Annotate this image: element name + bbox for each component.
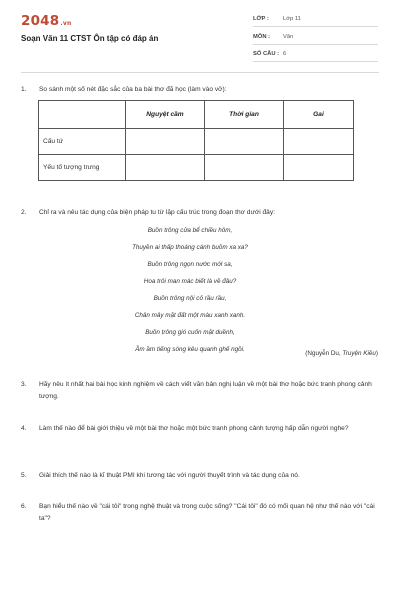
source-prefix: (Nguyễn Du, — [305, 350, 343, 357]
poem-line: Chân mây mặt đất một màu xanh xanh. — [134, 312, 246, 319]
poem-source — [305, 350, 378, 357]
page-header — [0, 0, 400, 66]
question-number: 4. — [21, 425, 27, 432]
poem-line: Buồn trông cửa bể chiều hôm, — [147, 227, 233, 234]
question-text: Giải thích thế nào là kĩ thuật PMI khi tương tác với người thuyết trình và tác dụng của nó. — [39, 472, 300, 479]
meta-row-subject — [253, 30, 378, 45]
table-header-cell — [39, 101, 126, 129]
meta-row-count — [253, 47, 378, 62]
table-header-cell: Nguyệt cầm — [126, 101, 205, 129]
table-row — [39, 129, 354, 155]
table-cell[interactable] — [205, 155, 284, 181]
meta-key: SỐ CÂU : — [253, 51, 280, 57]
question-text: Bạn hiểu thế nào về "cái tôi" trong nghệ thuật và trong cuộc sống? "Cái tôi" đó có mối quan hệ như thế nào với "cái ta"? — [39, 503, 375, 522]
table-cell[interactable] — [205, 129, 284, 155]
question-number: 2. — [21, 209, 27, 216]
poem-line: Thuyền ai thấp thoáng cánh buồm xa xa? — [132, 244, 248, 251]
logo-sub: .vn — [60, 20, 72, 27]
table-cell[interactable] — [284, 155, 354, 181]
meta-key: LỚP : — [253, 16, 269, 22]
meta-row-class — [253, 12, 378, 27]
table-cell[interactable] — [284, 129, 354, 155]
poem-line: Buồn trông nội cỏ rầu rầu, — [153, 295, 227, 302]
question-text: Hãy nêu ít nhất hai bài học kinh nghiệm về cách viết văn bản nghị luận về một bài thơ hoặc bức tranh phong cảnh tượng. — [39, 381, 372, 400]
poem-line: Ầm ầm tiếng sóng kêu quanh ghế ngồi. — [135, 346, 245, 353]
source-work: Truyện Kiều — [342, 350, 376, 357]
table-row — [39, 155, 354, 181]
question-text: So sánh một số nét đặc sắc của ba bài thơ đã học (làm vào vở): — [39, 86, 227, 93]
poem-line: Hoa trôi man mác biết là về đâu? — [143, 278, 237, 285]
table-cell: Yếu tố tượng trưng — [39, 155, 126, 181]
table-cell: Cấu tứ — [39, 129, 126, 155]
meta-value: Văn — [283, 34, 294, 40]
meta-value: 6 — [283, 51, 287, 57]
table-header-row — [39, 101, 354, 129]
meta-value: Lớp 11 — [283, 16, 301, 22]
table-cell[interactable] — [126, 129, 205, 155]
logo-main: 2048 — [21, 13, 60, 29]
question-number: 3. — [21, 381, 27, 388]
question-text: Chỉ ra và nêu tác dụng của biện pháp tu từ lặp cấu trúc trong đoạn thơ dưới đây: — [39, 209, 275, 216]
poem-line: Buồn trông ngọn nước mới sa, — [147, 261, 233, 268]
question-number: 5. — [21, 472, 27, 479]
poem-line: Buồn trông gió cuốn mặt duềnh, — [145, 329, 235, 336]
source-suffix: ) — [375, 350, 378, 357]
table-cell[interactable] — [126, 155, 205, 181]
poem-excerpt — [100, 222, 280, 358]
site-logo[interactable] — [21, 13, 71, 29]
document-title: Soạn Văn 11 CTST Ôn tập có đáp án — [21, 34, 159, 43]
table-header-cell: Gai — [284, 101, 354, 129]
question-text: Làm thế nào để bài giới thiệu về một bài thơ hoặc một bức tranh phong cảnh tượng hấp dẫn người nghe? — [39, 425, 349, 432]
comparison-table — [38, 100, 354, 181]
header-divider — [21, 72, 379, 73]
meta-key: MÔN : — [253, 34, 271, 40]
table-header-cell: Thời gian — [205, 101, 284, 129]
question-number: 1. — [21, 86, 27, 93]
question-number: 6. — [21, 503, 27, 510]
